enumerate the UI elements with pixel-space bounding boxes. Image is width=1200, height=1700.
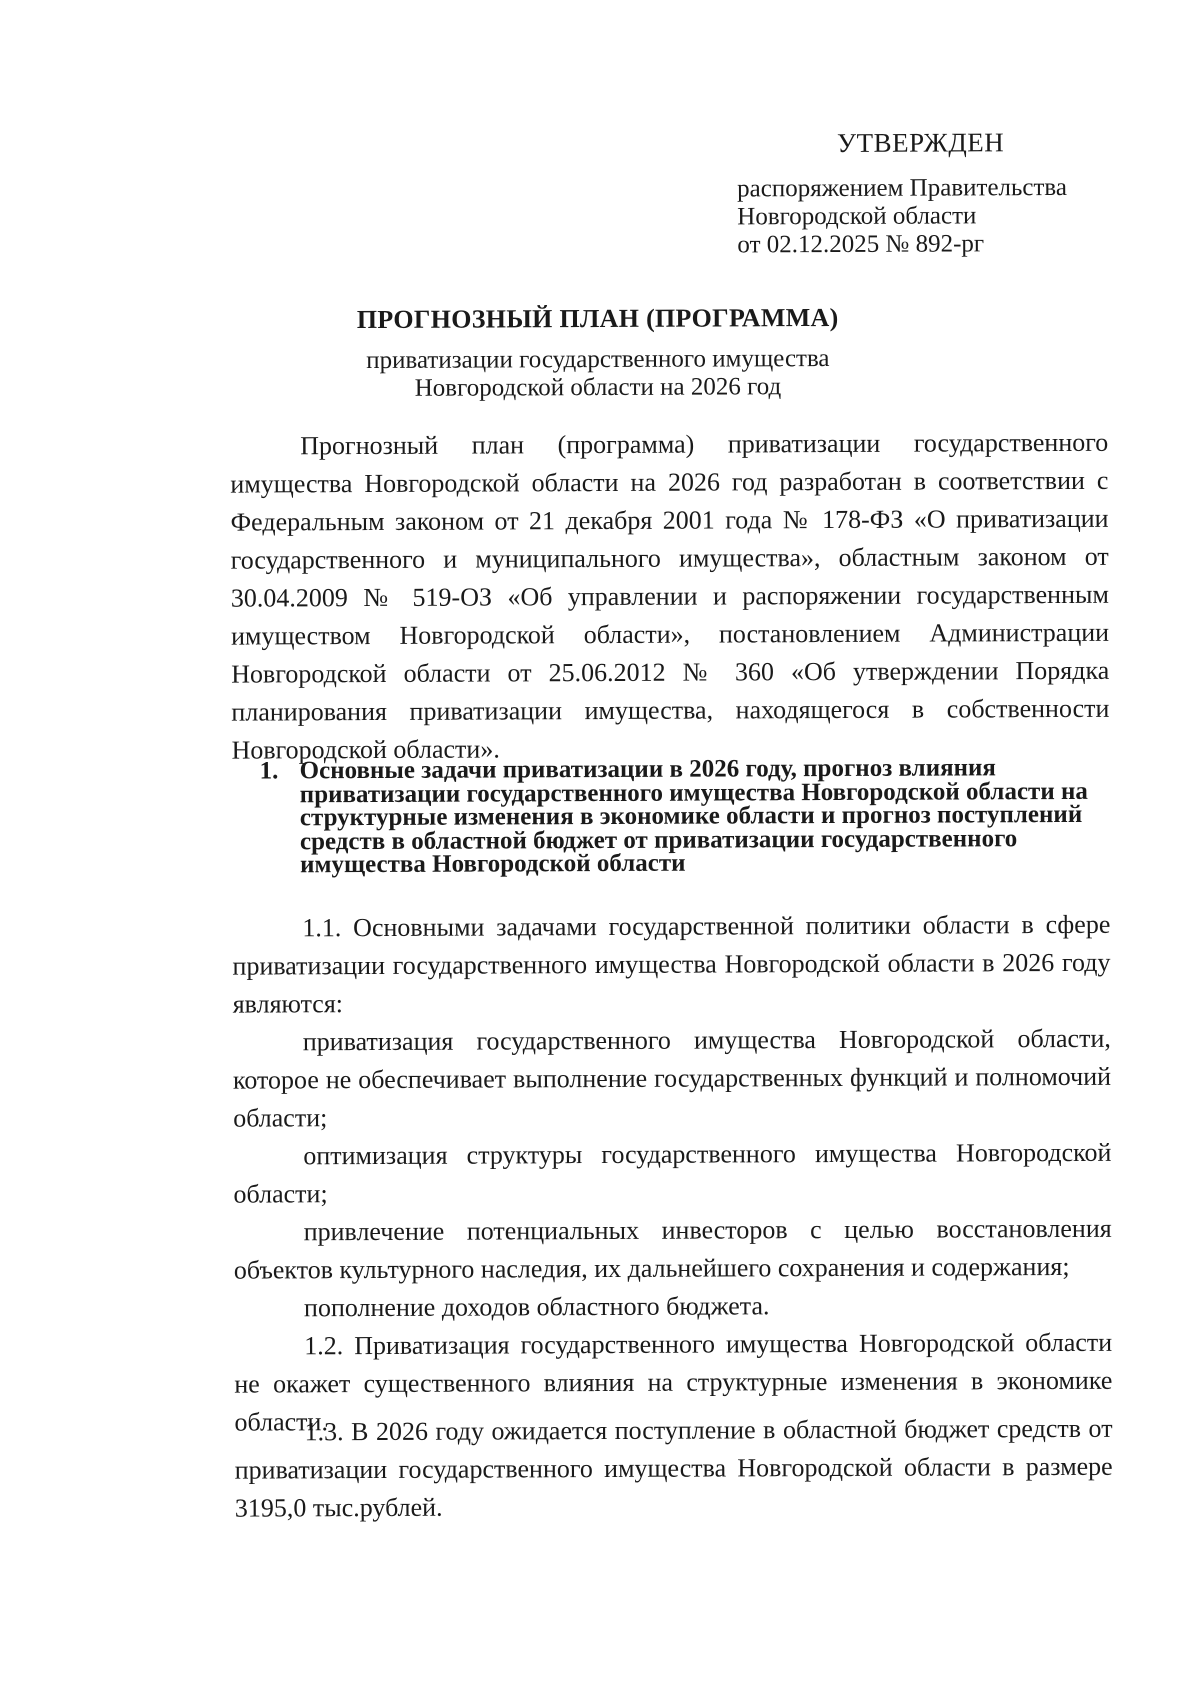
paragraph-1-1: 1.1. Основными задачами государственной политики области в сфере приватизации государственного имущества Новгородской области в 2026 году являются:: [232, 909, 1111, 1019]
document-subtitle: [158, 344, 1038, 404]
task-item-3: привлечение потенциальных инвесторов с целью восстановления объектов культурного наследия, их дальнейшего сохранения и содержания;: [233, 1213, 1112, 1285]
paragraph-1-3: 1.3. В 2026 году ожидается поступление в областной бюджет средств от приватизации государственного имущества Новгородской области в размере 3195,0 тыс.рублей.: [234, 1413, 1113, 1523]
approval-line-3: от 02.12.2025 № 892-рг: [737, 230, 985, 259]
task-item-1: приватизация государственного имущества Новгородской области, которое не обеспечивает выполнение государственных функций и полномочий области;: [232, 1023, 1112, 1133]
paragraph-1-2: 1.2. Приватизация государственного имущества Новгородской области не окажет существенного влияния на структурные изменения в экономике области.: [234, 1327, 1113, 1437]
subtitle-line-1: приватизации государственного имущества: [366, 344, 830, 375]
approval-line-2: Новгородской области: [737, 202, 977, 231]
section-1-heading-text: Основные задачи приватизации в 2026 году, прогноз влияния приватизации государственного имущества Новгородской области на структурные изменения в экономике области и прогноз поступлений средств в областной бюджет от приватизации государственного имущества Новгородской области: [299, 754, 1088, 879]
subtitle-line-2: Новгородской области на 2026 год: [414, 373, 782, 402]
document-title: ПРОГНОЗНЫЙ ПЛАН (ПРОГРАММА): [356, 302, 839, 335]
section-1-heading: [259, 754, 1101, 879]
approval-heading: УТВЕРЖДЕН: [836, 127, 1005, 158]
task-item-4: пополнение доходов областного бюджета.: [303, 1291, 770, 1323]
task-item-2: оптимизация структуры государственного имущества Новгородской области;: [233, 1137, 1112, 1209]
intro-paragraph: Прогнозный план (программа) приватизации государственного имущества Новгородской области на 2026 год разработан в соответствии с Федеральным законом от 21 декабря 2001 года № 178-ФЗ «О приватизации государственного и муниципального имущества», областным законом от 30.04.2009 № 519-ОЗ «Об управлении и распоряжении государственным имуществом Новгородской области», постановлением Администрации Новгородской области от 25.06.2012 № 360 «Об утверждении Порядка планирования приватизации имущества, находящегося в собственности Новгородской области».: [230, 427, 1110, 765]
approval-line-1: распоряжением Правительства: [737, 173, 1068, 203]
section-1-number: 1.: [259, 757, 279, 785]
approval-stamp: [737, 128, 1138, 260]
